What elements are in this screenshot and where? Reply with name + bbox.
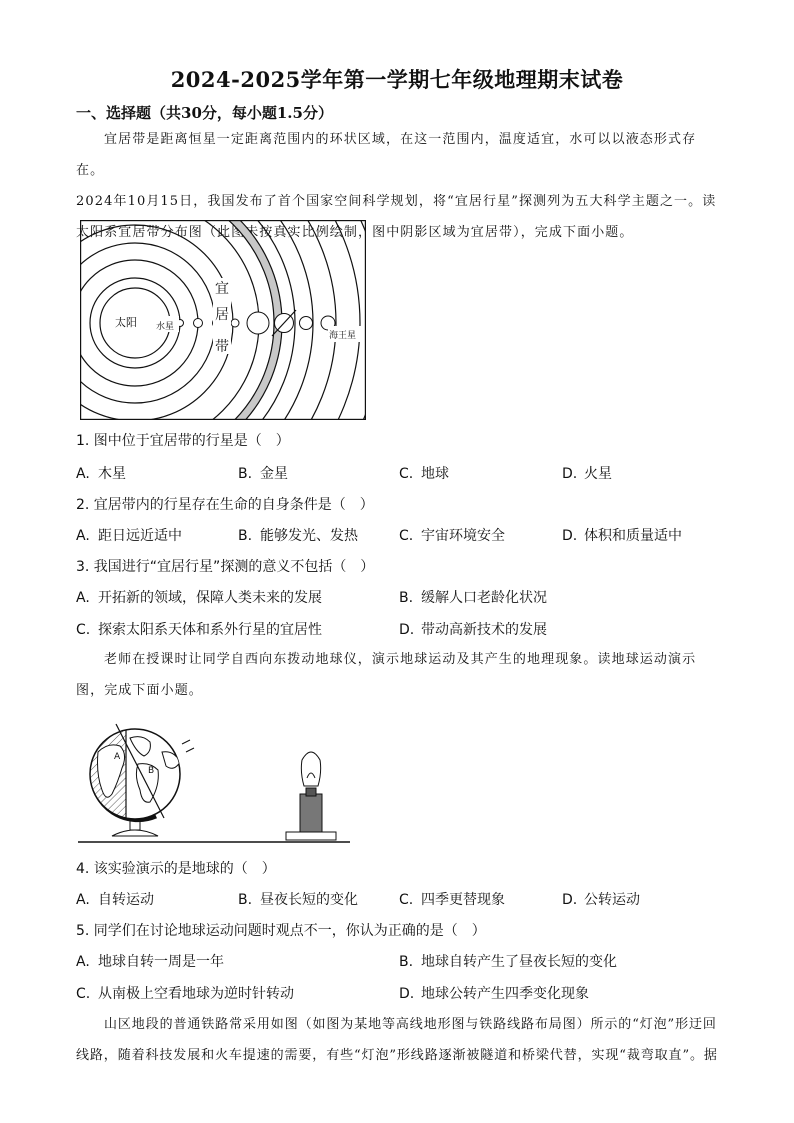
q2-option-d[interactable]: D. 体积和质量适中 <box>562 528 682 544</box>
q5-option-a[interactable]: A. 地球自转一周是一年 <box>76 954 224 970</box>
q3-option-a[interactable]: A. 开拓新的领域，保障人类未来的发展 <box>76 590 322 606</box>
globe-lamp-diagram <box>78 712 350 846</box>
q4-option-b[interactable]: B. 昼夜长短的变化 <box>238 892 358 908</box>
intro-line: 山区地段的普通铁路常采用如图（如图为某地等高线地形图与铁路线路布局图）所示的“灯泡”形迂回 <box>104 1017 717 1032</box>
q4-option-c[interactable]: C. 四季更替现象 <box>399 892 505 908</box>
intro-paragraph-2 <box>76 644 720 706</box>
intro-paragraph-3 <box>76 1009 720 1071</box>
neptune-label: 海王星 <box>329 331 357 341</box>
q2-option-a[interactable]: A. 距日远近适中 <box>76 528 182 544</box>
earth-motion-figure <box>78 712 350 846</box>
q1-option-b[interactable]: B. 金星 <box>238 466 288 482</box>
q3-option-c[interactable]: C. 探索太阳系天体和系外行星的宜居性 <box>76 622 322 638</box>
question-4: 4. 该实验演示的是地球的（ ） <box>76 861 276 877</box>
q2-option-c[interactable]: C. 宇宙环境安全 <box>399 528 505 544</box>
q5-option-b[interactable]: B. 地球自转产生了昼夜长短的变化 <box>399 954 617 970</box>
globe-label-b: B <box>148 766 155 776</box>
habitable-zone-char-3: 带 <box>215 339 229 355</box>
question-1: 1. 图中位于宜居带的行星是（ ） <box>76 433 290 449</box>
q3-option-d[interactable]: D. 带动高新技术的发展 <box>399 622 547 638</box>
intro-line: 图，完成下面小题。 <box>76 683 203 698</box>
q5-option-d[interactable]: D. 地球公转产生四季变化现象 <box>399 986 589 1002</box>
section-heading: 一、选择题（共30分，每小题1.5分） <box>76 104 333 122</box>
intro-line: 宜居带是距离恒星一定距离范围内的环状区域，在这一范围内，温度适宜，水可以以液态形式存在。 <box>76 132 697 178</box>
question-5: 5. 同学们在讨论地球运动问题时观点不一，你认为正确的是（ ） <box>76 923 486 939</box>
question-3: 3. 我国进行“宜居行星”探测的意义不包括（ ） <box>76 559 375 575</box>
q1-option-a[interactable]: A. 木星 <box>76 466 126 482</box>
habitable-zone-char-2: 居 <box>215 307 229 323</box>
mercury-label: 水星 <box>156 322 175 332</box>
habitable-zone-char-1: 宜 <box>215 281 229 297</box>
q2-option-b[interactable]: B. 能够发光、发热 <box>238 528 358 544</box>
q5-option-c[interactable]: C. 从南极上空看地球为逆时针转动 <box>76 986 294 1002</box>
q3-option-b[interactable]: B. 缓解人口老龄化状况 <box>399 590 547 606</box>
intro-line: 老师在授课时让同学自西向东拨动地球仪，演示地球运动及其产生的地理现象。读地球运动演示 <box>104 652 697 667</box>
intro-line: 太阳系宜居带分布图（此图未按真实比例绘制，图中阴影区域为宜居带），完成下面小题。 <box>76 225 634 240</box>
sun-label: 太阳 <box>115 316 137 329</box>
q4-option-d[interactable]: D. 公转运动 <box>562 892 640 908</box>
globe-label-a: A <box>114 752 121 762</box>
question-2: 2. 宜居带内的行星存在生命的自身条件是（ ） <box>76 497 374 513</box>
q4-option-a[interactable]: A. 自转运动 <box>76 892 154 908</box>
habitable-zone-figure <box>80 220 366 420</box>
intro-line: 线路，随着科技发展和火车提速的需要，有些“灯泡”形线路逐渐被隧道和桥梁代替，实现“裁弯取直”。据 <box>76 1048 718 1063</box>
q1-option-c[interactable]: C. 地球 <box>399 466 449 482</box>
page-title: 2024-2025学年第一学期七年级地理期末试卷 <box>170 67 624 92</box>
q1-option-d[interactable]: D. 火星 <box>562 466 612 482</box>
intro-line: 2024年10月15日，我国发布了首个国家空间科学规划，将“宜居行星”探测列为五大科学主题之一。读 <box>76 194 717 209</box>
